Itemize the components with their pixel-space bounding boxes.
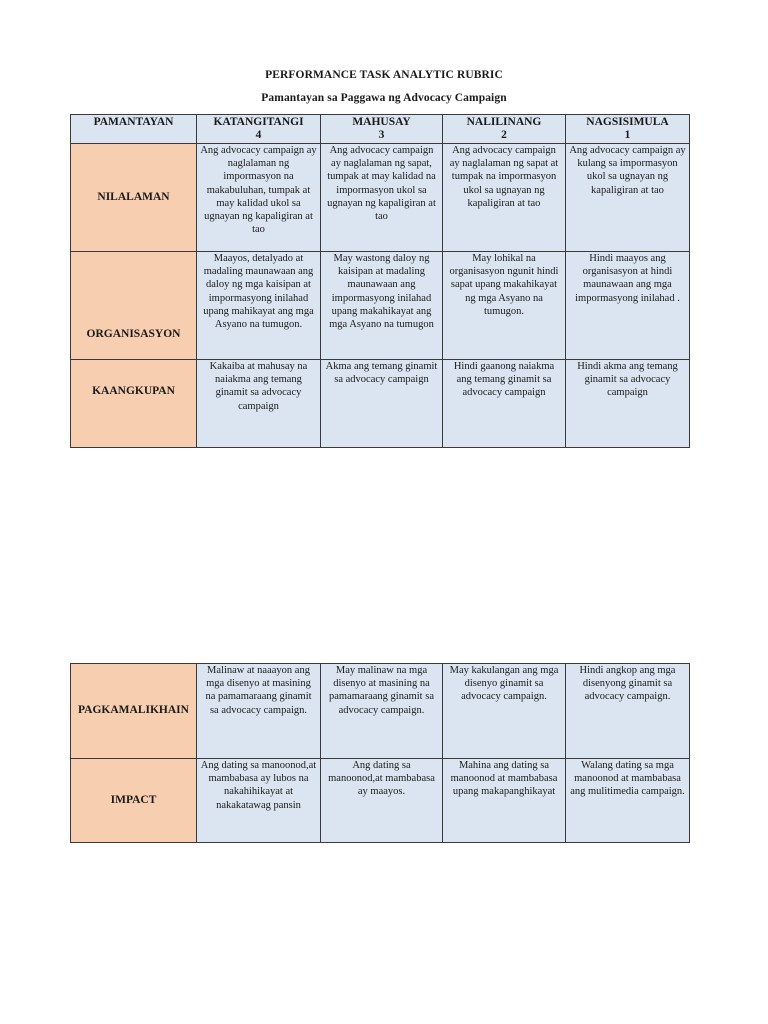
rubric-cell: Hindi maayos ang organisasyon at hindi maunawaan ang mga impormasyong inilahad . xyxy=(566,252,690,360)
header-pamantayan xyxy=(71,115,197,144)
criterion-impact: IMPACT xyxy=(71,759,197,843)
table-row xyxy=(71,360,690,448)
table-row xyxy=(71,144,690,252)
header-label: KATANGITANGI xyxy=(213,116,304,128)
rubric-cell: Malinaw at naaayon ang mga disenyo at masining na pamamaraang ginamit sa advocacy campaign. xyxy=(197,664,321,759)
rubric-cell: Akma ang temang ginamit sa advocacy campaign xyxy=(321,360,443,448)
rubric-cell: Mahina ang dating sa manoonod at mambabasa upang makapanghikayat xyxy=(443,759,566,843)
criterion-nilalaman: NILALAMAN xyxy=(71,144,197,252)
header-score: 1 xyxy=(624,129,631,141)
header-label: PAMANTAYAN xyxy=(93,116,174,128)
header-row xyxy=(71,115,690,144)
header-score: 2 xyxy=(501,129,507,141)
rubric-cell: Walang dating sa mga manoonod at mambabasa ang mulitimedia campaign. xyxy=(566,759,690,843)
table-row xyxy=(71,252,690,360)
table-row xyxy=(71,664,690,759)
rubric-cell: Ang advocacy campaign ay kulang sa impormasyon ukol sa ugnayan ng kapaligiran at tao xyxy=(566,144,690,252)
document-subtitle: Pamantayan sa Paggawa ng Advocacy Campaign xyxy=(261,92,507,104)
rubric-cell: Maayos, detalyado at madaling maunawaan ang daloy ng mga kaisipan at impormasyong inilahad upang mahikayat ang mga Asyano na tumugon. xyxy=(197,252,321,360)
rubric-cell: Hindi akma ang temang ginamit sa advocacy campaign xyxy=(566,360,690,448)
rubric-cell: May lohikal na organisasyon ngunit hindi sapat upang makahikayat ng mga Asyano na tumugon. xyxy=(443,252,566,360)
criterion-pagkamalikhain: PAGKAMALIKHAIN xyxy=(71,664,197,759)
header-label: NAGSISIMULA xyxy=(586,116,669,128)
rubric-cell: Ang advocacy campaign ay naglalaman ng impormasyon na makabuluhan, tumpak at may kalidad ukol sa ugnayan ng kapaligiran at tao xyxy=(197,144,321,252)
rubric-cell: Hindi gaanong naiakma ang temang ginamit sa advocacy campaign xyxy=(443,360,566,448)
header-score: 3 xyxy=(378,129,385,141)
rubric-cell: Ang advocacy campaign ay naglalaman ng sapat, tumpak at may kalidad na impormasyon ukol sa ugnayan ng kapaligiran at tao xyxy=(321,144,443,252)
rubric-table-continued xyxy=(70,663,690,843)
criterion-kaangkupan: KAANGKUPAN xyxy=(71,360,197,448)
rubric-cell: Ang dating sa manoonod,at mambabasa ay lubos na nakahihikayat at nakakatawag pansin xyxy=(197,759,321,843)
table-row xyxy=(71,759,690,843)
header-katangitangi xyxy=(197,115,321,144)
rubric-cell: Hindi angkop ang mga disenyong ginamit sa advocacy campaign. xyxy=(566,664,690,759)
header-mahusay xyxy=(321,115,443,144)
header-nagsisimula xyxy=(566,115,690,144)
rubric-cell: May wastong daloy ng kaisipan at madaling maunawaan ang impormasyong inilahad upang makahikayat ang mga Asyano na tumugon xyxy=(321,252,443,360)
rubric-cell: May malinaw na mga disenyo at masining na pamamaraang ginamit sa advocacy campaign. xyxy=(321,664,443,759)
header-nalilinang xyxy=(443,115,566,144)
rubric-table xyxy=(70,114,690,448)
rubric-cell: Kakaiba at mahusay na naiakma ang temang ginamit sa advocacy campaign xyxy=(197,360,321,448)
header-label: MAHUSAY xyxy=(352,116,411,128)
header-score: 4 xyxy=(255,129,262,141)
header-label: NALILINANG xyxy=(466,116,542,128)
document-title: PERFORMANCE TASK ANALYTIC RUBRIC xyxy=(265,69,503,81)
rubric-cell: Ang advocacy campaign ay naglalaman ng sapat at tumpak na impormasyon ukol sa ugnayan ng kapaligiran at tao xyxy=(443,144,566,252)
rubric-cell: May kakulangan ang mga disenyo ginamit sa advocacy campaign. xyxy=(443,664,566,759)
criterion-organisasyon: ORGANISASYON xyxy=(71,252,197,360)
rubric-cell: Ang dating sa manoonod,at mambabasa ay maayos. xyxy=(321,759,443,843)
